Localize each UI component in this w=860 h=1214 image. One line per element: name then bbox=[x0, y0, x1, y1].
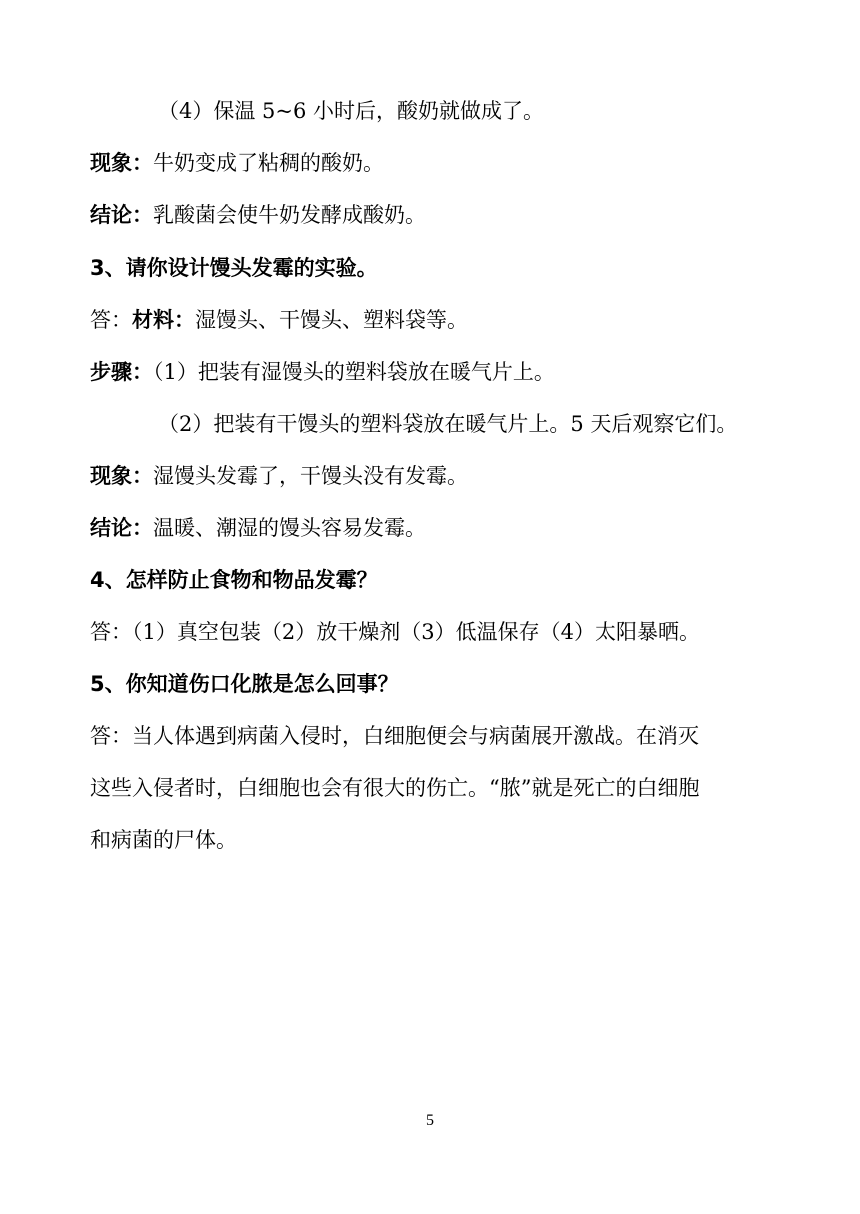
phenomenon-line-2: 现象：湿馒头发霉了，干馒头没有发霉。 bbox=[90, 464, 468, 488]
steps-line-2: （2）把装有干馒头的塑料袋放在暖气片上。5 天后观察它们。 bbox=[158, 412, 738, 436]
steps-line-1: 步骤：（1）把装有湿馒头的塑料袋放在暖气片上。 bbox=[90, 360, 555, 384]
question-3-heading: 3、请你设计馒头发霉的实验。 bbox=[90, 256, 378, 280]
page-number: 5 bbox=[426, 1112, 434, 1129]
answer-4-line: 答：（1）真空包装（2）放干燥剂（3）低温保存（4）太阳暴晒。 bbox=[90, 620, 700, 644]
question-4-heading: 4、怎样防止食物和物品发霉？ bbox=[90, 568, 378, 592]
answer-5-line-2: 这些入侵者时，白细胞也会有很大的伤亡。“脓”就是死亡的白细胞 bbox=[90, 776, 700, 800]
materials-line: 答：材料：湿馒头、干馒头、塑料袋等。 bbox=[90, 308, 468, 332]
conclusion-line-1: 结论：乳酸菌会使牛奶发酵成酸奶。 bbox=[90, 203, 426, 227]
phenomenon-label: 现象： bbox=[90, 151, 153, 175]
conclusion-label: 结论： bbox=[90, 203, 153, 227]
answer-5-line-1: 答：当人体遇到病菌入侵时，白细胞便会与病菌展开激战。在消灭 bbox=[90, 724, 699, 748]
conclusion-line-2: 结论：温暖、潮湿的馒头容易发霉。 bbox=[90, 516, 426, 540]
conclusion-label: 结论： bbox=[90, 516, 153, 540]
step-4-line: （4）保温 5~6 小时后，酸奶就做成了。 bbox=[158, 99, 545, 123]
phenomenon-line-1: 现象：牛奶变成了粘稠的酸奶。 bbox=[90, 151, 384, 175]
question-5-heading: 5、你知道伤口化脓是怎么回事？ bbox=[90, 672, 399, 696]
answer-5-line-3: 和病菌的尸体。 bbox=[90, 828, 237, 852]
materials-label: 材料： bbox=[132, 308, 195, 332]
steps-label: 步骤： bbox=[90, 360, 153, 384]
phenomenon-label: 现象： bbox=[90, 464, 153, 488]
